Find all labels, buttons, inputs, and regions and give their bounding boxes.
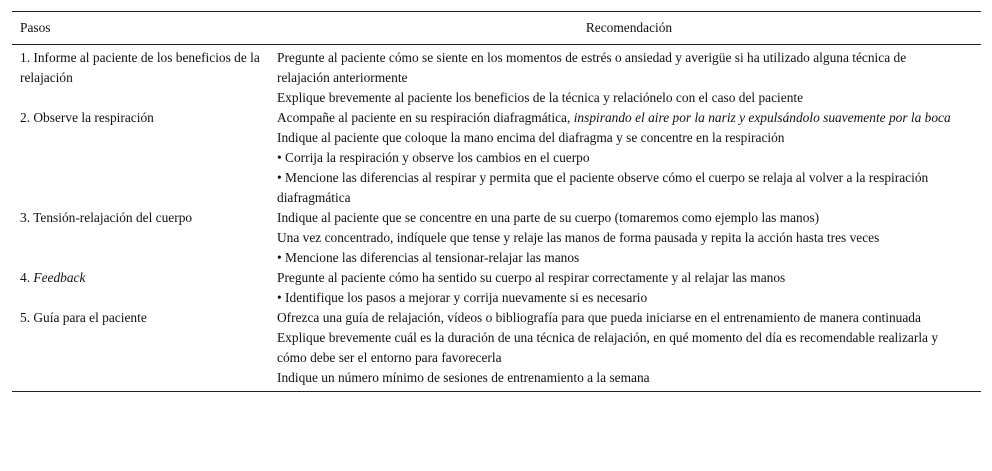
- recommendation-line: • Mencione las diferencias al respirar y permita que el paciente observe cómo el cuerpo se relaja al volver a la respiración diafragmática: [277, 170, 929, 205]
- header-recommendation: Recomendación: [585, 20, 673, 35]
- recommendation-line: • Identifique los pasos a mejorar y corrija nuevamente si es necesario: [277, 290, 648, 305]
- recommendation-line: • Corrija la respiración y observe los cambios en el cuerpo: [277, 150, 590, 165]
- step-cell: 4. Feedback: [20, 270, 86, 285]
- table-row: [12, 108, 981, 208]
- recommendation-cell: [277, 268, 981, 308]
- recommendation-cell: [277, 45, 981, 109]
- step-cell: 2. Observe la respiración: [20, 110, 154, 125]
- step-cell: 1. Informe al paciente de los beneficios de la relajación: [20, 50, 260, 85]
- table-row: [12, 268, 981, 308]
- relaxation-steps-table: [12, 11, 981, 392]
- header-row: [12, 12, 981, 45]
- step-cell: 3. Tensión-relajación del cuerpo: [20, 210, 193, 225]
- recommendation-cell: [277, 308, 981, 392]
- recommendation-line: Explique brevemente cuál es la duración de una técnica de relajación, en qué momento del día es recomendable realizarla y cómo debe ser el entorno para favorecerla: [277, 330, 939, 365]
- recommendation-line: Explique brevemente al paciente los beneficios de la técnica y relaciónelo con el caso del paciente: [277, 90, 804, 105]
- recommendation-line: Acompañe al paciente en su respiración diafragmática, inspirando el aire por la nariz y expulsándolo suavemente por la boca: [277, 110, 951, 125]
- table-body: [12, 45, 981, 392]
- recommendation-line: Pregunte al paciente cómo se siente en los momentos de estrés o ansiedad y averigüe si ha utilizado alguna técnica de relajación anteriormente: [277, 50, 907, 85]
- recommendation-line: Indique un número mínimo de sesiones de entrenamiento a la semana: [277, 370, 650, 385]
- table-row: [12, 308, 981, 392]
- table-row: [12, 208, 981, 268]
- table-header: [12, 12, 981, 45]
- recommendation-line: Indique al paciente que se concentre en una parte de su cuerpo (tomaremos como ejemplo las manos): [277, 210, 820, 225]
- recommendation-line: Indique al paciente que coloque la mano encima del diafragma y se concentre en la respiración: [277, 130, 785, 145]
- recommendations-table-container: [12, 11, 981, 392]
- recommendation-line: Ofrezca una guía de relajación, vídeos o bibliografía para que pueda iniciarse en el entrenamiento de manera continuada: [277, 310, 921, 325]
- recommendation-cell: [277, 108, 981, 208]
- step-cell: 5. Guía para el paciente: [20, 310, 147, 325]
- table-row: [12, 45, 981, 109]
- recommendation-line: • Mencione las diferencias al tensionar-relajar las manos: [277, 250, 580, 265]
- recommendation-line: Pregunte al paciente cómo ha sentido su cuerpo al respirar correctamente y al relajar las manos: [277, 270, 786, 285]
- recommendation-cell: [277, 208, 981, 268]
- header-steps: Pasos: [20, 20, 51, 35]
- recommendation-line: Una vez concentrado, indíquele que tense y relaje las manos de forma pausada y repita la acción hasta tres veces: [277, 230, 880, 245]
